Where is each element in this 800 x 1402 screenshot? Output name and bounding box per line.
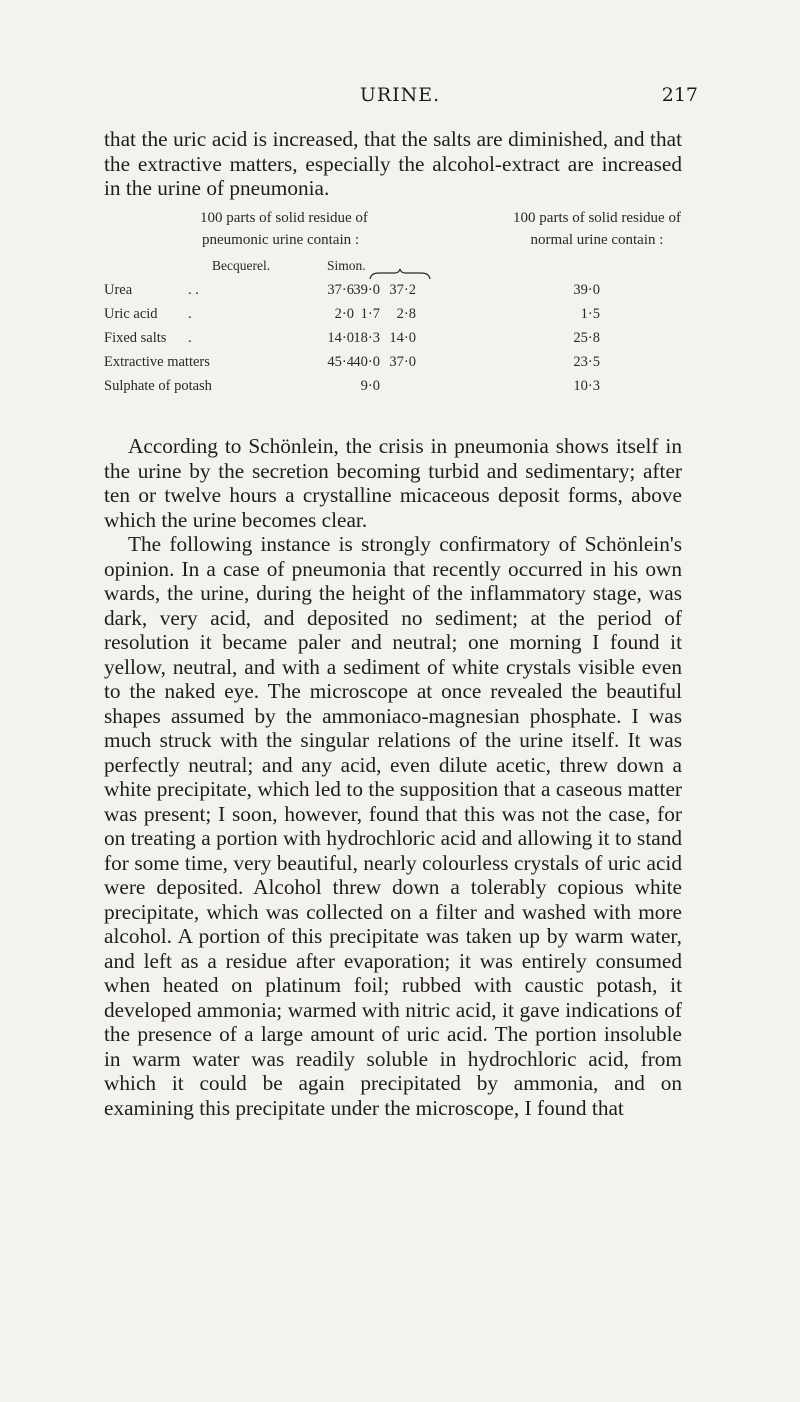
table-row	[104, 378, 704, 398]
simon-value-a: 40·0	[353, 354, 380, 370]
simon-value-a: 9·0	[360, 378, 380, 394]
simon-value-b: 37·2	[389, 282, 416, 298]
simon-value-b: 14·0	[389, 330, 416, 346]
normal-value: 1·5	[580, 306, 600, 322]
running-head	[0, 84, 800, 114]
table-header-normal-line-2: normal urine contain :	[530, 232, 664, 248]
table-header-pneumonic-line-2: pneumonic urine contain :	[202, 232, 360, 248]
body-paragraph-2: The following instance is strongly confirmatory of Schönlein's opinion. In a case of pneumonia that recently occurred in his own wards, the urine, during the height of the inflammatory stage, was dark, very acid, and deposited no sediment; at the period of resolution it became paler and neutral; one morning I found it yellow, neutral, and with a sediment of white crystals visible even to the naked eye. The microscope at once revealed the beautiful shapes assumed by the ammoniaco-magnesian phosphate. I was much struck with the singular relations of the urine itself. It was perfectly neutral; and any acid, even dilute acetic, threw down a white precipitate, which led to the supposition that a caseous matter was present; I soon, however, found that this was not the case, for on treating a portion with hydrochloric acid and allowing it to stand for some time, very beautiful, nearly colourless crystals of uric acid were deposited. Alcohol threw down a tolerably copious white precipitate, which was collected on a filter and washed with more alcohol. A portion of this precipitate was taken up by warm water, and left as a residue after evaporation; it was entirely consumed when heated on platinum foil; rubbed with caustic potash, it developed ammonia; warmed with nitric acid, it gave indications of the presence of a large amount of uric acid. The portion insoluble in warm water was readily soluble in hydrochloric acid, from which it could be again precipitated by ammonia, and on examining this precipitate under the microscope, I found that	[104, 532, 682, 1120]
subheader-becquerel: Becquerel.	[212, 258, 271, 273]
normal-value: 39·0	[573, 282, 600, 298]
table-header-normal-line-1: 100 parts of solid residue of	[513, 210, 681, 226]
row-label: Sulphate of potash	[104, 378, 212, 394]
becquerel-value: 37·6	[327, 282, 354, 298]
simon-value-b: 37·0	[389, 354, 416, 370]
normal-value: 25·8	[573, 330, 600, 346]
row-label: Fixed salts	[104, 330, 167, 346]
becquerel-value: 14·0	[327, 330, 354, 346]
row-leader-dots: . .	[188, 282, 199, 298]
body-paragraph-1: According to Schönlein, the crisis in pneumonia shows itself in the urine by the secretion becoming turbid and sedimentary; after ten or twelve hours a crystalline micaceous deposit forms, above which the urine becomes clear.	[104, 434, 682, 532]
table-row	[104, 282, 704, 302]
table-header-pneumonic	[200, 207, 368, 251]
composition-table	[104, 210, 704, 422]
intro-paragraph: that the uric acid is increased, that the salts are diminished, and that the extractive matters, especially the alcohol-extract are increased in the urine of pneumonia.	[104, 127, 682, 200]
table-row	[104, 330, 704, 350]
simon-value-a: 39·0	[353, 282, 380, 298]
table-row	[104, 354, 704, 374]
row-label: Extractive matters	[104, 354, 210, 370]
becquerel-value: 45·4	[327, 354, 354, 370]
running-title: URINE.	[359, 84, 441, 106]
becquerel-value: 2·0	[334, 306, 354, 322]
row-leader-dots: .	[188, 306, 192, 322]
simon-value-a: 18·3	[353, 330, 380, 346]
row-label: Urea	[104, 282, 133, 298]
normal-value: 23·5	[573, 354, 600, 370]
simon-brace	[369, 268, 431, 280]
normal-value: 10·3	[573, 378, 600, 394]
table-header-normal	[472, 207, 722, 251]
page-number: 217	[661, 84, 698, 106]
row-label: Uric acid	[104, 306, 158, 322]
row-leader-dots: .	[188, 330, 192, 346]
simon-value-b: 2·8	[396, 306, 416, 322]
table-row	[104, 306, 704, 326]
simon-value-a: 1·7	[360, 306, 380, 322]
subheader-simon: Simon.	[327, 258, 366, 273]
table-header-pneumonic-line-1: 100 parts of solid residue of	[200, 210, 368, 226]
